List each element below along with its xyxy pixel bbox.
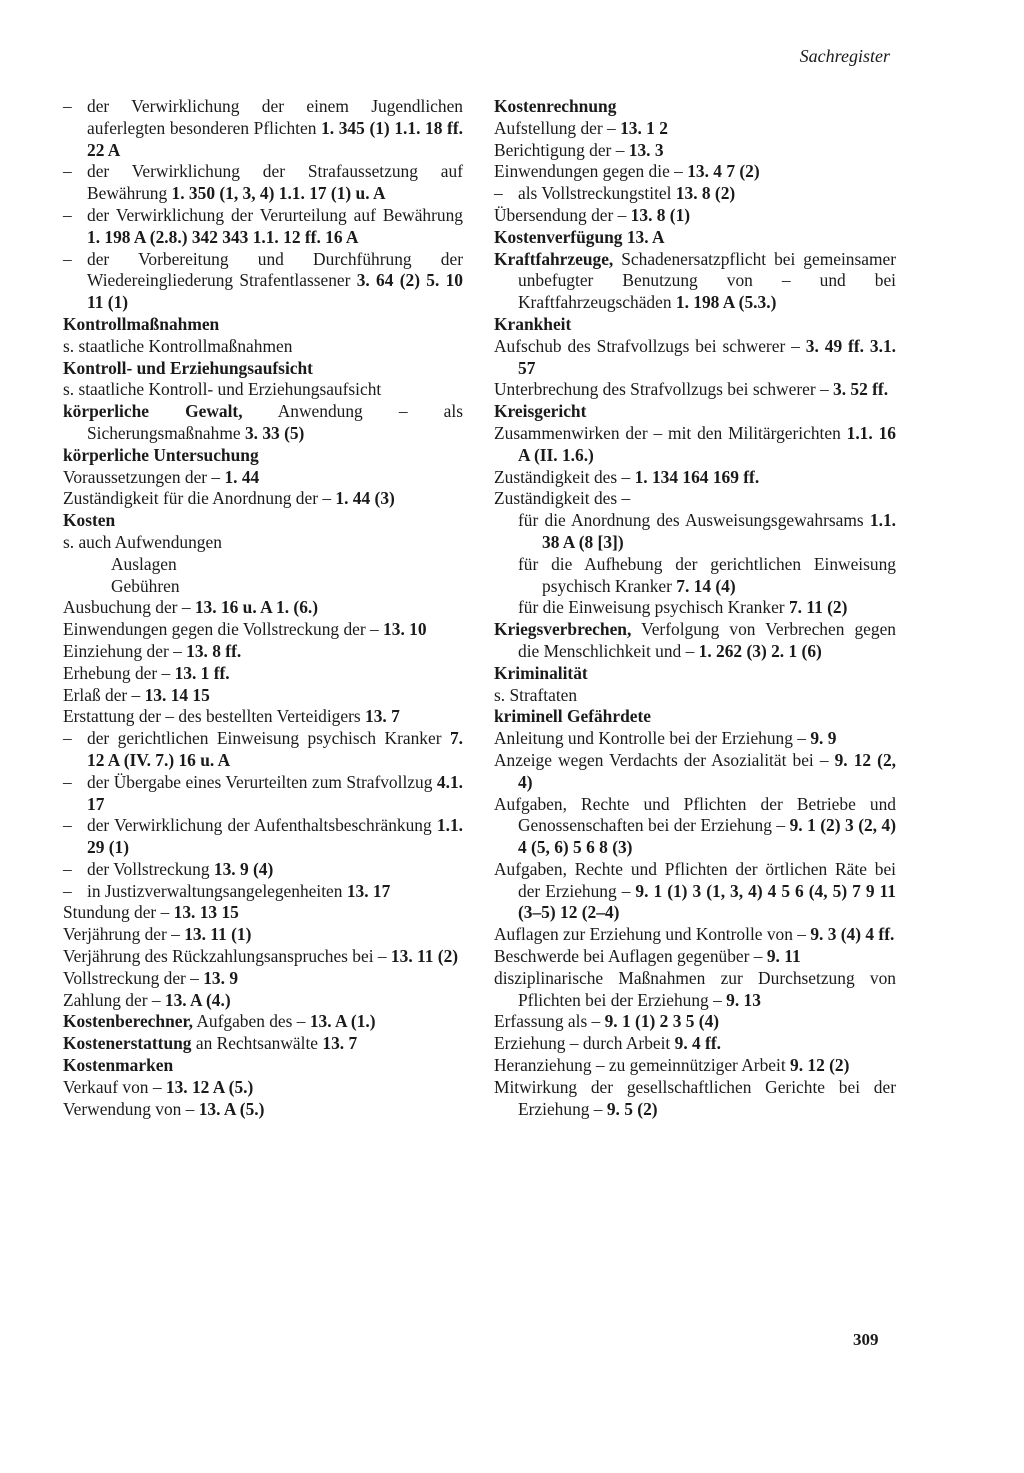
index-heading (63, 358, 463, 380)
bold-text: körperliche Gewalt, (63, 401, 243, 422)
bold-text: 1. 44 (3) (335, 488, 395, 509)
bold-text: 13. 1 ff. (174, 662, 230, 683)
entry-text: Mitwirkung der gesellschaftlichen Gerichte bei der Erziehung – (494, 1076, 896, 1119)
entry-text: Auflagen zur Erziehung und Kontrolle von – (494, 924, 811, 945)
entry-text: Beschwerde bei Auflagen gegenüber – (494, 946, 767, 967)
index-entry (63, 205, 463, 249)
index-heading (63, 445, 463, 467)
bold-text: Kostenverfügung 13. A (494, 226, 665, 247)
page-number: 309 (853, 1330, 879, 1349)
index-entry (494, 597, 896, 619)
index-entry (63, 1099, 463, 1121)
bold-text: 13. 3 (628, 139, 664, 160)
index-entry (63, 924, 463, 946)
entry-text: Erhebung der – (63, 662, 175, 683)
index-entry (63, 859, 463, 881)
dash-marker: – (63, 728, 72, 749)
bold-text: 9. 12 (2, 4) (518, 749, 896, 792)
index-entry (63, 706, 463, 728)
bold-text: 1. 345 (1) 1.1. 18 ff. 22 A (87, 117, 463, 160)
entry-text: Erziehung – durch Arbeit (494, 1033, 675, 1054)
index-entry (63, 946, 463, 968)
bold-text: 13. 8 (2) (675, 183, 736, 204)
entry-text: Voraussetzungen der – (63, 466, 225, 487)
bold-text: 13. 9 (4) (213, 858, 274, 879)
index-entry (494, 336, 896, 380)
entry-text: der Vollstreckung (87, 858, 214, 879)
bold-text: 9. 13 (726, 989, 761, 1010)
bold-text: 1. 198 A (5.3.) (675, 292, 777, 313)
index-entry (63, 619, 463, 641)
dash-marker: – (63, 204, 72, 225)
index-heading (63, 510, 463, 532)
index-entry (63, 1033, 463, 1055)
dash-marker: – (63, 248, 72, 269)
bold-text: 13. 17 (346, 880, 391, 901)
index-entry (494, 379, 896, 401)
index-entry (63, 685, 463, 707)
index-entry (63, 1011, 463, 1033)
bold-text: 3. 33 (5) (244, 422, 305, 443)
index-entry (494, 554, 896, 598)
index-entry (63, 641, 463, 663)
entry-text: der Vorbereitung und Durchführung der Wiedereingliederung Strafentlassener (87, 248, 463, 291)
entry-text: der Verwirklichung der einem Jugendlichen auferlegten besonderen Pflichten (87, 96, 463, 138)
index-entry (63, 815, 463, 859)
entry-text: Auslagen (111, 553, 177, 574)
entry-text: Zuständigkeit für die Anordnung der – (63, 488, 336, 509)
bold-text: 9. 4 ff. (674, 1033, 721, 1054)
bold-text: 13. 7 (322, 1033, 358, 1054)
bold-text: kriminell Gefährdete (494, 706, 651, 727)
entry-text: Schadenersatzpflicht bei gemeinsamer unbefugter Benutzung von – und bei Kraftfahrzeugschäden (518, 248, 896, 313)
entry-text: Aufgaben, Rechte und Pflichten der Betriebe und Genossenschaften bei der Erziehung – (494, 793, 896, 836)
entry-text: Verkauf von – (63, 1076, 166, 1097)
dash-marker: – (63, 161, 72, 182)
index-entry (494, 859, 896, 924)
index-entry (63, 554, 463, 576)
bold-text: 1.1. 16 A (II. 1.6.) (518, 422, 896, 465)
index-entry (494, 227, 896, 249)
index-entry (63, 401, 463, 445)
entry-text: in Justizverwaltungsangelegenheiten (87, 880, 347, 901)
entry-text: Anwendung – als Sicherungsmaßnahme (87, 401, 463, 443)
bold-text: Kostenerstattung (63, 1033, 192, 1054)
entry-text: der Übergabe eines Verurteilten zum Strafvollzug (87, 771, 437, 792)
index-entry (494, 205, 896, 227)
entry-text: disziplinarische Maßnahmen zur Durchsetzung von Pflichten bei der Erziehung – (494, 967, 896, 1010)
index-entry (494, 423, 896, 467)
index-entry (63, 161, 463, 205)
index-entry (494, 1033, 896, 1055)
bold-text: 13. 1 2 (620, 117, 668, 138)
index-entry (63, 467, 463, 489)
index-entry (494, 183, 896, 205)
bold-text: Kosten (63, 510, 116, 531)
bold-text: Kriegsverbrechen, (494, 619, 632, 640)
index-entry (63, 881, 463, 903)
bold-text: 13. 8 ff. (186, 640, 242, 661)
entry-text: Anzeige wegen Verdachts der Asozialität bei – (494, 749, 835, 770)
bold-text: Krankheit (494, 313, 572, 334)
entry-text: Vollstreckung der – (63, 967, 204, 988)
bold-text: Kostenberechner, (63, 1011, 193, 1032)
entry-text: Aufgaben des – (192, 1011, 310, 1032)
dash-marker: – (63, 815, 72, 836)
bold-text: Kostenrechnung (494, 96, 617, 116)
bold-text: 9. 9 (810, 728, 837, 749)
bold-text: 13. 8 (1) (630, 204, 691, 225)
entry-text: s. staatliche Kontrollmaßnahmen (63, 335, 293, 356)
entry-text: Erstattung der – des bestellten Verteidigers (63, 706, 365, 727)
index-entry (63, 336, 463, 358)
bold-text: 1.1. 29 (1) (87, 815, 463, 858)
index-entry (494, 1077, 896, 1121)
entry-text: s. auch Aufwendungen (63, 531, 222, 552)
index-entry (63, 532, 463, 554)
bold-text: 1. 262 (3) 2. 1 (6) (698, 640, 822, 661)
entry-text: der Verwirklichung der Strafaussetzung auf Bewährung (87, 161, 463, 204)
dash-marker: – (63, 771, 72, 792)
entry-text: für die Anordnung des Ausweisungsgewahrsams (518, 510, 870, 531)
entry-text: der Verwirklichung der Aufenthaltsbeschränkung (87, 815, 437, 836)
dash-marker: – (494, 183, 503, 204)
bold-text: 7. 12 A (IV. 7.) 16 u. A (87, 728, 463, 770)
index-entry (63, 379, 463, 401)
entry-text: Unterbrechung des Strafvollzugs bei schwerer – (494, 379, 834, 400)
entry-text: Einwendungen gegen die Vollstreckung der – (63, 619, 384, 640)
index-entry (63, 902, 463, 924)
index-entry (494, 685, 896, 707)
index-entry (494, 750, 896, 794)
index-entry (494, 488, 896, 510)
bold-text: 13. 12 A (5.) (165, 1076, 254, 1097)
entry-text: der Verwirklichung der Verurteilung auf Bewährung (87, 204, 463, 225)
bold-text: 1. 134 164 169 ff. (634, 466, 760, 487)
bold-text: 13. 16 u. A 1. (6.) (194, 597, 319, 618)
bold-text: 9. 1 (1) 2 3 5 (4) (604, 1011, 720, 1032)
index-entry (494, 249, 896, 314)
entry-text: Anleitung und Kontrolle bei der Erziehung – (494, 728, 811, 749)
bold-text: körperliche Untersuchung (63, 444, 259, 465)
entry-text: Verjährung der – (63, 924, 185, 945)
bold-text: 13. 7 (365, 706, 400, 727)
entry-text: Stundung der – (63, 902, 174, 923)
bold-text: 13. A (4.) (164, 989, 231, 1010)
index-entry (63, 990, 463, 1012)
bold-text: 13. 14 15 (144, 684, 210, 705)
bold-text: Kontroll- und Erziehungsaufsicht (63, 357, 313, 378)
running-header: Sachregister (799, 46, 890, 66)
bold-text: Kraftfahrzeuge, (494, 248, 614, 269)
index-entry (494, 794, 896, 859)
bold-text: 13. 13 15 (173, 902, 239, 923)
bold-text: 1. 350 (1, 3, 4) 1.1. 17 (1) u. A (171, 183, 386, 204)
index-entry (494, 619, 896, 663)
entry-text: Heranziehung – zu gemeinnütziger Arbeit (494, 1055, 791, 1076)
index-entry (494, 924, 896, 946)
bold-text: 13. 11 (2) (390, 946, 459, 967)
entry-text: der gerichtlichen Einweisung psychisch Kranker (87, 728, 450, 749)
index-entry (63, 728, 463, 772)
entry-text: Aufgaben, Rechte und Pflichten der örtlichen Räte bei der Erziehung – (494, 858, 896, 901)
entry-text: Aufschub des Strafvollzugs bei schwerer – (494, 335, 806, 356)
index-heading (494, 314, 896, 336)
bold-text: 13. 10 (383, 619, 427, 640)
bold-text: 9. 1 (1) 3 (1, 3, 4) 4 5 6 (4, 5) 7 9 11 (3–5) 12 (2–4) (518, 880, 896, 923)
entry-text: Verjährung des Rückzahlungsanspruches bei – (63, 946, 391, 967)
bold-text: 3. 64 (2) 5. 10 11 (1) (87, 270, 463, 313)
index-heading (494, 706, 896, 728)
entry-text: Berichtigung der – (494, 139, 629, 160)
entry-text: für die Aufhebung der gerichtlichen Einweisung psychisch Kranker (518, 553, 896, 596)
index-entry (63, 96, 463, 161)
index-entry (63, 488, 463, 510)
index-entry (494, 1011, 896, 1033)
index-entry (63, 772, 463, 816)
entry-text: Einziehung der – (63, 640, 187, 661)
entry-text: Verwendung von – (63, 1098, 199, 1119)
entry-text: s. Straftaten (494, 684, 578, 705)
entry-text: s. staatliche Kontroll- und Erziehungsaufsicht (63, 379, 382, 400)
index-entry (494, 140, 896, 162)
index-entry (494, 728, 896, 750)
entry-text: an Rechtsanwälte (191, 1033, 323, 1054)
entry-text: Einwendungen gegen die – (494, 161, 688, 182)
index-entry (494, 467, 896, 489)
entry-text: Erlaß der – (63, 684, 145, 705)
bold-text: 9. 1 (2) 3 (2, 4) 4 (5, 6) 5 6 8 (3) (518, 815, 896, 858)
left-column (63, 96, 463, 1120)
entry-text: Ausbuchung der – (63, 597, 195, 618)
index-entry (494, 510, 896, 554)
bold-text: 1. 44 (224, 466, 260, 487)
dash-marker: – (63, 96, 72, 116)
index-entry (494, 118, 896, 140)
bold-text: Kontrollmaßnahmen (63, 313, 220, 334)
index-heading (494, 96, 896, 118)
dash-marker: – (63, 858, 72, 879)
index-heading (63, 314, 463, 336)
bold-text: 13. 11 (1) (184, 924, 252, 945)
bold-text: 3. 49 ff. 3.1. 57 (518, 335, 896, 378)
dash-marker: – (63, 880, 72, 901)
bold-text: Kreisgericht (494, 401, 587, 422)
entry-text: Verfolgung von Verbrechen gegen die Menschlichkeit und – (518, 619, 896, 661)
index-entry (494, 946, 896, 968)
index-heading (494, 401, 896, 423)
bold-text: 1.1. 38 A (8 [3]) (542, 510, 896, 552)
entry-text: für die Einweisung psychisch Kranker (518, 597, 789, 618)
bold-text: 13. A (5.) (198, 1098, 265, 1119)
entry-text: Zahlung der – (63, 989, 165, 1010)
bold-text: 3. 52 ff. (833, 379, 889, 400)
bold-text: 13. 4 7 (2) (687, 161, 760, 182)
index-entry (494, 161, 896, 183)
index-entry (63, 597, 463, 619)
bold-text: 7. 14 (4) (676, 575, 736, 596)
bold-text: 9. 5 (2) (606, 1098, 658, 1119)
index-entry (63, 249, 463, 314)
entry-text: Zuständigkeit des – (494, 488, 631, 509)
bold-text: 9. 12 (2) (790, 1055, 850, 1076)
bold-text: 4.1. 17 (87, 771, 463, 814)
bold-text: 1. 198 A (2.8.) 342 343 1.1. 12 ff. 16 A (87, 226, 359, 247)
bold-text: Kostenmarken (63, 1055, 174, 1076)
entry-text: als Vollstreckungstitel (518, 183, 676, 204)
entry-text: Erfassung als – (494, 1011, 605, 1032)
bold-text: Kriminalität (494, 662, 588, 683)
index-entry (63, 576, 463, 598)
bold-text: 13. 9 (203, 967, 239, 988)
entry-text: Zusammenwirken der – mit den Militärgerichten (494, 422, 847, 443)
entry-text: Zuständigkeit des – (494, 466, 635, 487)
index-entry (63, 1077, 463, 1099)
index-heading (494, 663, 896, 685)
bold-text: 9. 3 (4) 4 ff. (810, 924, 895, 945)
index-entry (63, 663, 463, 685)
entry-text: Übersendung der – (494, 204, 631, 225)
right-column (494, 96, 896, 1120)
bold-text: 7. 11 (2) (788, 597, 848, 618)
entry-text: Aufstellung der – (494, 117, 621, 138)
entry-text: Gebühren (111, 575, 180, 596)
index-heading (63, 1055, 463, 1077)
index-entry (494, 1055, 896, 1077)
index-entry (494, 968, 896, 1012)
bold-text: 9. 11 (766, 946, 801, 967)
bold-text: 13. A (1.) (309, 1011, 376, 1032)
index-entry (63, 968, 463, 990)
